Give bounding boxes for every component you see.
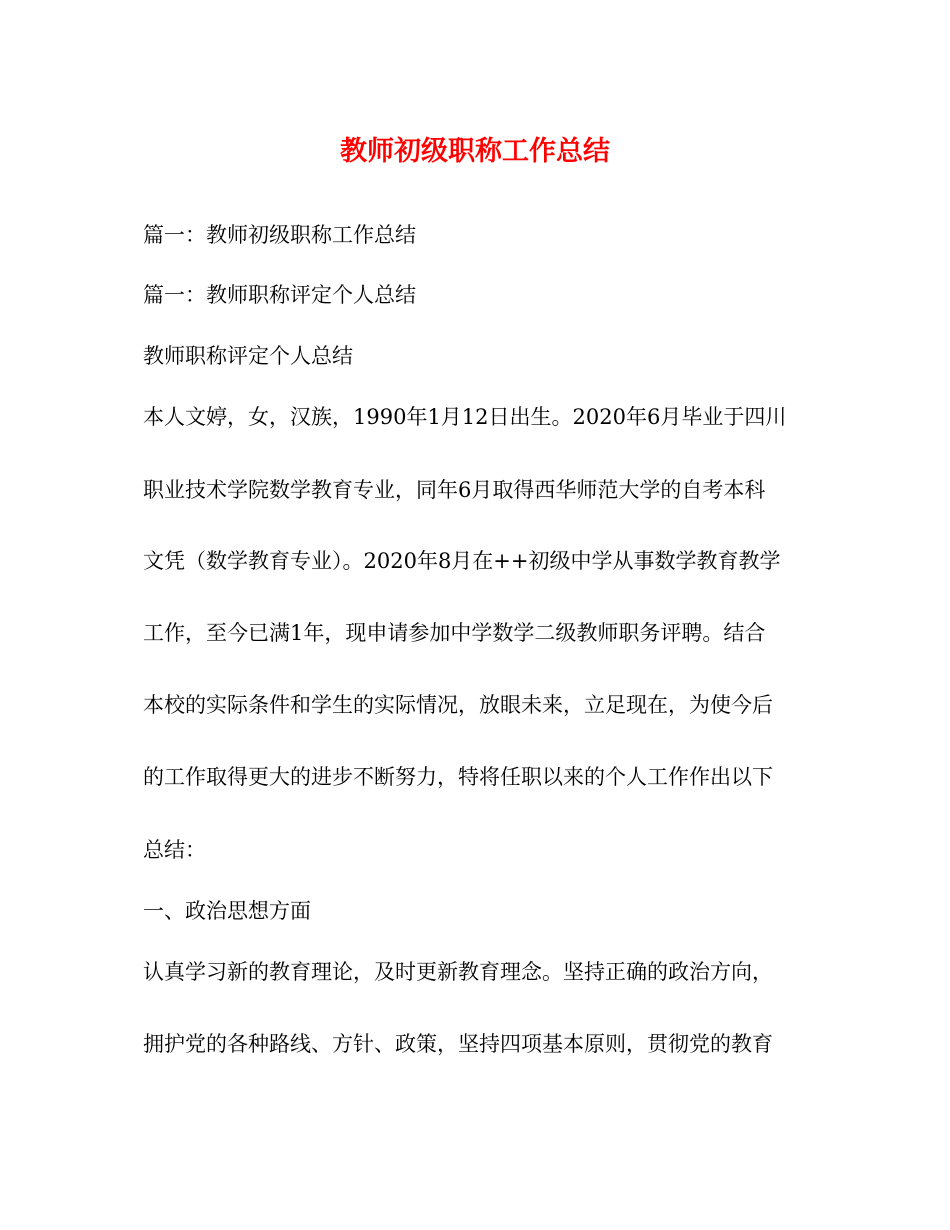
heading-section-2: 篇一：教师职称评定个人总结: [143, 283, 416, 307]
paragraph-line: 职业技术学院数学教育专业，同年6月取得西华师范大学的自考本科: [143, 478, 766, 502]
paragraph-line: 工作，至今已满1年，现申请参加中学数学二级教师职务评聘。结合: [143, 621, 766, 645]
paragraph-line: 拥护党的各种路线、方针、政策，坚持四项基本原则，贯彻党的教育: [143, 1032, 773, 1056]
heading-section-1: 篇一：教师初级职称工作总结: [143, 223, 416, 247]
subtitle: 教师职称评定个人总结: [143, 344, 353, 368]
paragraph-line: 认真学习新的教育理论，及时更新教育理念。坚持正确的政治方向，: [143, 960, 773, 984]
document-title: 教师初级职称工作总结: [340, 136, 610, 167]
paragraph-line: 本校的实际条件和学生的实际情况，放眼未来，立足现在，为使今后: [143, 693, 773, 717]
paragraph-line: 的工作取得更大的进步不断努力，特将任职以来的个人工作作出以下: [143, 765, 773, 789]
section-heading-politics: 一、政治思想方面: [143, 899, 311, 923]
paragraph-line: 文凭（数学教育专业）。2020年8月在++初级中学从事数学教育教学: [143, 549, 781, 573]
paragraph-line: 总结：: [143, 838, 206, 862]
paragraph-line: 本人文婷，女，汉族，1990年1月12日出生。2020年6月毕业于四川: [143, 405, 787, 429]
